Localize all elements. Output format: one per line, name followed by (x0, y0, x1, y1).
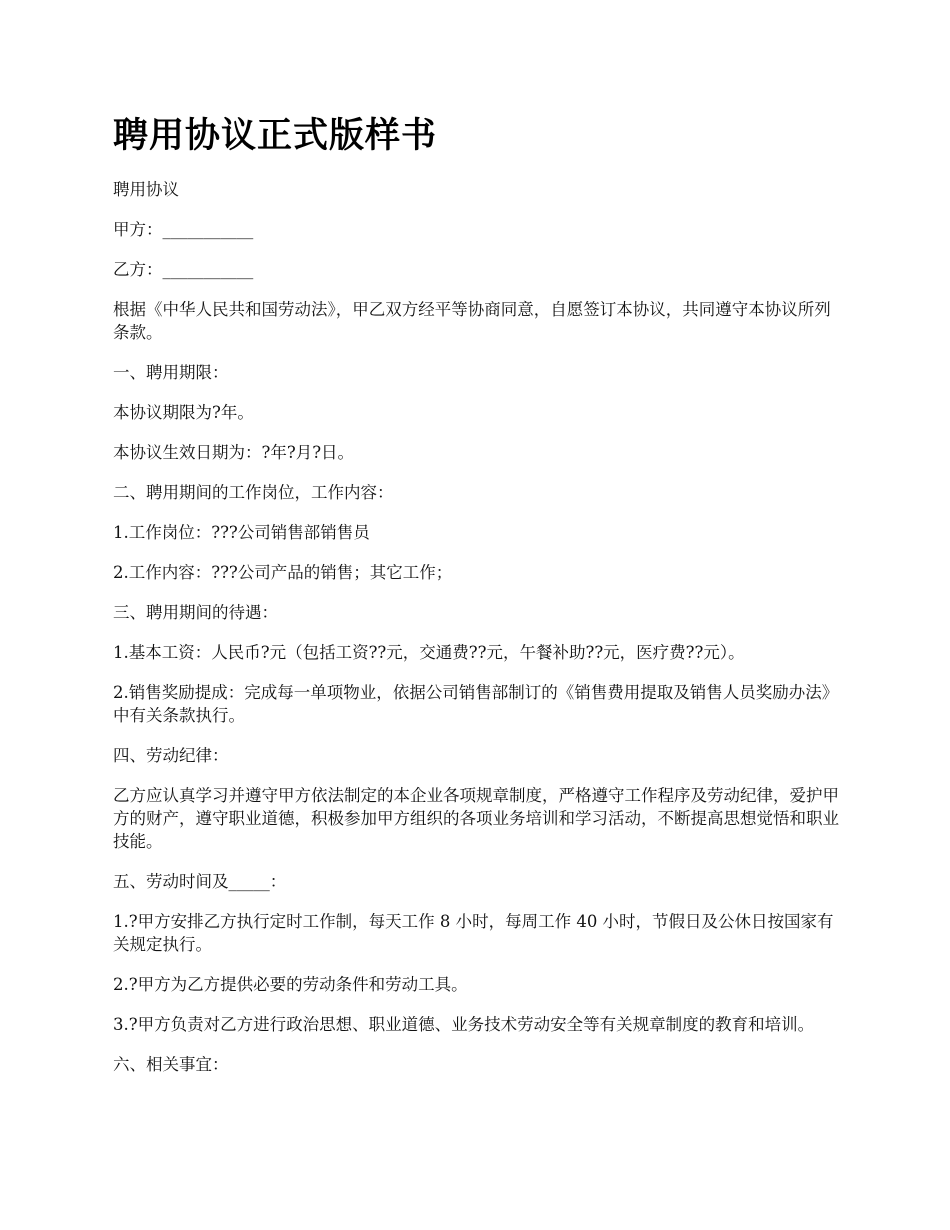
paragraph: 本协议生效日期为：?年?月?日。 (113, 443, 355, 462)
paragraph: 乙方应认真学习并遵守甲方依法制定的本企业各项规章制度，严格遵守工作程序及劳动纪律，爱护甲方的财产，遵守职业道德，积极参加甲方组织的各项业务培训和学习活动，不断提高思想觉悟和职业技能。 (113, 786, 839, 851)
document-title: 聘用协议正式版样书 (113, 116, 438, 156)
document-body (113, 178, 843, 1093)
paragraph: 1.基本工资：人民币?元（包括工资??元，交通费??元，午餐补助??元，医疗费??元）。 (113, 643, 745, 662)
paragraph: 2.?甲方为乙方提供必要的劳动条件和劳动工具。 (113, 975, 468, 994)
party-a-line: 甲方：___________ (113, 220, 254, 239)
section-heading: 五、劳动时间及_____： (113, 872, 287, 891)
paragraph: 1.?甲方安排乙方执行定时工作制，每天工作 8 小时，每周工作 40 小时，节假日及公休日按国家有关规定执行。 (113, 912, 834, 954)
paragraph: 2.销售奖励提成：完成每一单项物业，依据公司销售部制订的《销售费用提取及销售人员奖励办法》中有关条款执行。 (113, 683, 839, 725)
section-heading: 二、聘用期间的工作岗位，工作内容： (113, 483, 394, 502)
paragraph: 2.工作内容：???公司产品的销售；其它工作； (113, 563, 453, 582)
section-heading: 一、聘用期限： (113, 363, 229, 382)
section-heading: 六、相关事宜： (113, 1055, 229, 1074)
paragraph: 3.?甲方负责对乙方进行政治思想、职业道德、业务技术劳动安全等有关规章制度的教育和培训。 (113, 1015, 815, 1034)
paragraph: 1.工作岗位：???公司销售部销售员 (113, 523, 370, 542)
section-heading: 三、聘用期间的待遇： (113, 603, 278, 622)
preamble-paragraph: 根据《中华人民共和国劳动法》，甲乙双方经平等协商同意，自愿签订本协议，共同遵守本协议所列条款。 (113, 300, 831, 342)
section-heading: 四、劳动纪律： (113, 746, 229, 765)
paragraph-heading: 聘用协议 (113, 180, 179, 199)
party-b-line: 乙方：___________ (113, 260, 254, 279)
paragraph: 本协议期限为?年。 (113, 403, 254, 422)
